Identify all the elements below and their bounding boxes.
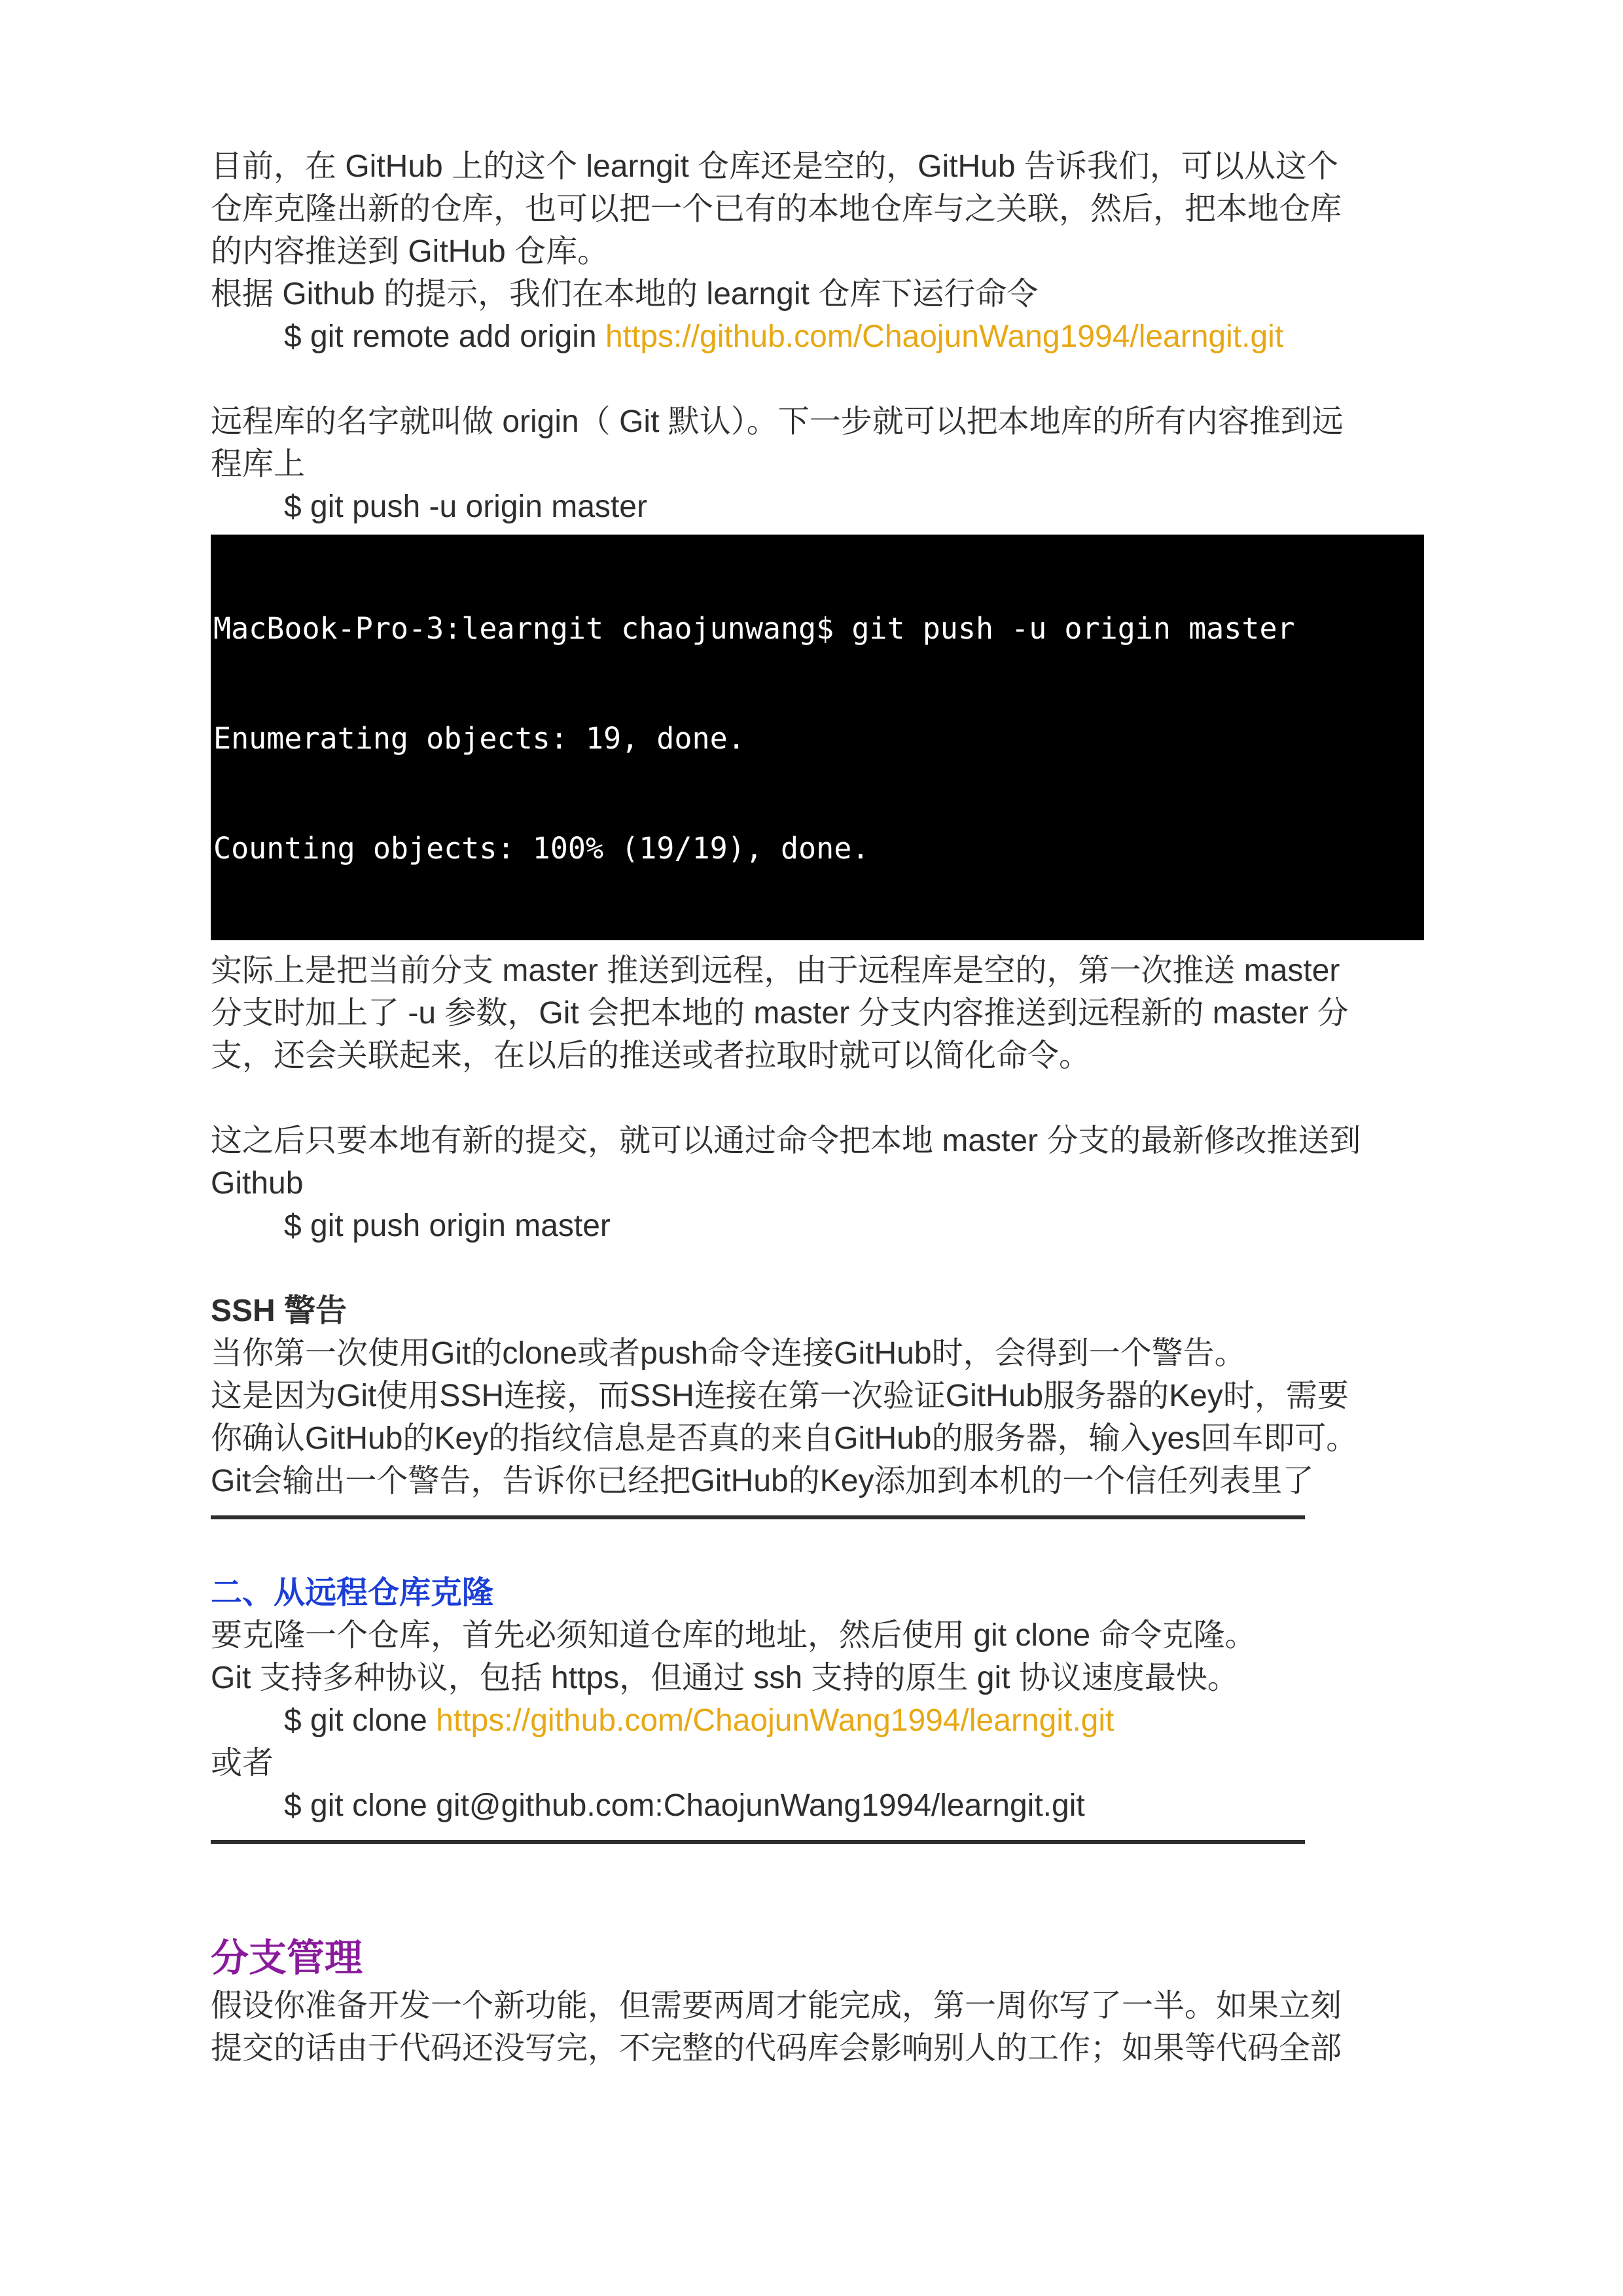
push-u-command: $ git push -u origin master [284,489,647,524]
terminal-output [211,535,1424,940]
clone-heading: 二、从远程仓库克隆 [211,1576,494,1610]
terminal-line: MacBook-Pro-3:learngit chaojunwang$ git push -u origin master [213,611,1295,646]
intro-line-3: 的内容推送到 GitHub 仓库。 [211,234,609,269]
explain-line-2: 分支时加上了 -u 参数，Git 会把本地的 master 分支内容推送到远程新的 master 分 [211,996,1349,1031]
intro-line-2: 仓库克隆出新的仓库，也可以把一个已有的本地仓库与之关联，然后，把本地仓库 [211,192,1342,226]
clone-line-1: 要克隆一个仓库，首先必须知道仓库的地址，然后使用 git clone 命令克隆。 [211,1618,1257,1653]
clone-ssh-command: $ git clone git@github.com:ChaojunWang1994/learngit.git [284,1788,1085,1823]
branch-management-heading: 分支管理 [211,1937,363,1979]
ssh-line-2: 这是因为Git使用SSH连接，而SSH连接在第一次验证GitHub服务器的Key时，需要 [211,1379,1349,1413]
clone-https-command-text: $ git clone [284,1703,437,1738]
intro-line-4: 根据 Github 的提示，我们在本地的 learngit 仓库下运行命令 [211,277,1039,311]
origin-line-1: 远程库的名字就叫做 origin（ Git 默认）。下一步就可以把本地库的所有内容推到远 [211,404,1344,439]
clone-or: 或者 [211,1746,274,1780]
push-command: $ git push origin master [284,1209,611,1243]
ssh-line-1: 当你第一次使用Git的clone或者push命令连接GitHub时，会得到一个警告。 [211,1336,1246,1371]
ssh-warning-heading: SSH 警告 [211,1294,348,1328]
after-line-2: Github [211,1166,304,1201]
remote-url-link[interactable]: https://github.com/ChaojunWang1994/learngit.git [605,319,1284,354]
origin-line-2: 程库上 [211,447,306,482]
branch-line-2: 提交的话由于代码还没写完，不完整的代码库会影响别人的工作；如果等代码全部 [211,2031,1342,2066]
explain-line-1: 实际上是把当前分支 master 推送到远程，由于远程库是空的，第一次推送 master [211,953,1340,988]
terminal-line: Enumerating objects: 19, done. [213,721,745,756]
clone-line-2: Git 支持多种协议，包括 https，但通过 ssh 支持的原生 git 协议速度最快。 [211,1661,1239,1695]
branch-line-1: 假设你准备开发一个新功能，但需要两周才能完成，第一周你写了一半。如果立刻 [211,1988,1342,2023]
document-page [211,145,1427,2070]
ssh-line-4: Git会输出一个警告，告诉你已经把GitHub的Key添加到本机的一个信任列表里了 [211,1464,1314,1498]
after-line-1: 这之后只要本地有新的提交，就可以通过命令把本地 master 分支的最新修改推送到 [211,1123,1361,1158]
intro-line-1: 目前，在 GitHub 上的这个 learngit 仓库还是空的，GitHub 告诉我们，可以从这个 [211,149,1338,184]
clone-url-link[interactable]: https://github.com/ChaojunWang1994/learngit.git [436,1703,1115,1738]
terminal-line: Counting objects: 100% (19/19), done. [213,831,870,866]
remote-add-command [211,315,1427,358]
explain-line-3: 支，还会关联起来，在以后的推送或者拉取时就可以简化命令。 [211,1038,1091,1073]
remote-add-command-text: $ git remote add origin [284,319,605,354]
ssh-line-3: 你确认GitHub的Key的指纹信息是否真的来自GitHub的服务器，输入yes回车即可。 [211,1421,1358,1456]
clone-https-command [211,1699,1427,1742]
